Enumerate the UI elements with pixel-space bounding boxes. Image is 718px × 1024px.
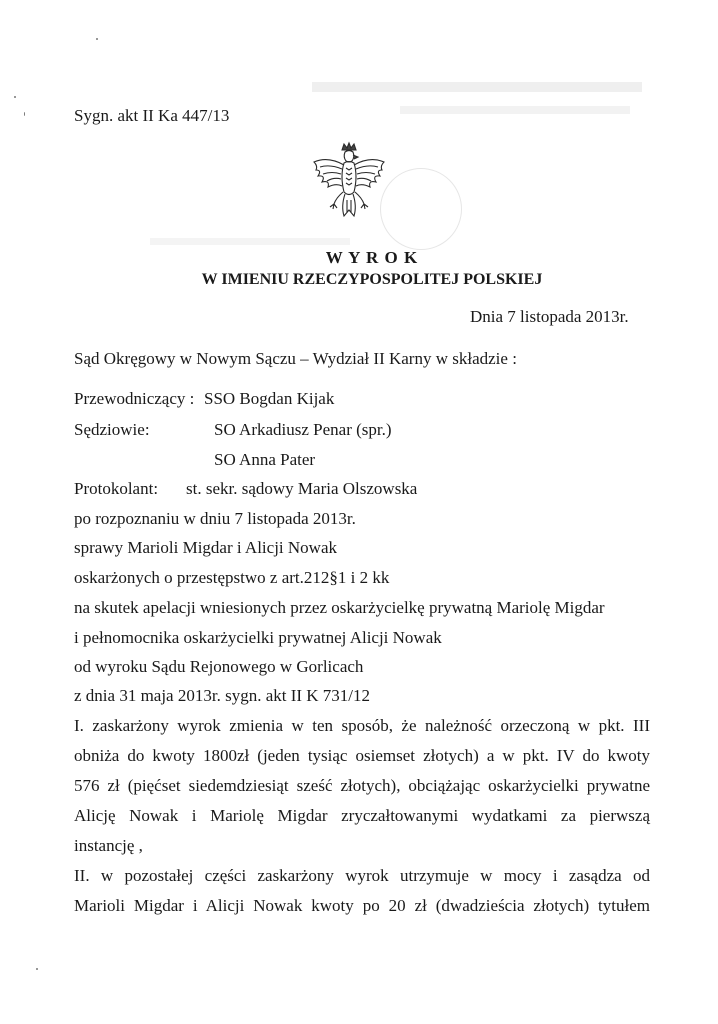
presiding-label: Przewodniczący : [74,389,195,408]
bleed-through-mark [312,82,642,92]
faint-stamp-ring [380,168,462,250]
body-line: na skutek apelacji wniesionych przez oskarżycielkę prywatną Mariolę Migdar [74,598,605,617]
judge-member: SO Anna Pater [214,450,316,469]
judges-label: Sędziowie: [74,420,150,439]
body-line: sprawy Marioli Migdar i Alicji Nowak [74,538,337,557]
document-subtitle: W IMIENIU RZECZYPOSPOLITEJ POLSKIEJ [201,271,543,288]
ruling-line: obniża do kwoty 1800zł (jeden tysiąc osiemset złotych) a w pkt. IV do kwoty [74,746,650,765]
speck [36,968,38,970]
bleed-through-mark [400,106,630,114]
ruling-line: Marioli Migdar i Alicji Nowak kwoty po 20 zł (dwadzieścia złotych) tytułem [74,896,650,915]
polish-eagle-emblem-icon [308,140,390,230]
ruling-line: instancję , [74,836,143,855]
speck [14,96,16,98]
body-line: po rozpoznaniu w dniu 7 listopada 2013r. [74,509,356,528]
ruling-line: I. zaskarżony wyrok zmienia w ten sposób, że należność orzeczoną w pkt. III [74,716,650,735]
ruling-line: Alicję Nowak i Mariolę Migdar zryczałtowanymi wydatkami za pierwszą [74,806,650,825]
case-reference: Sygn. akt II Ka 447/13 [74,106,230,125]
clerk-label: Protokolant: [74,479,159,498]
ruling-line: II. w pozostałej części zaskarżony wyrok utrzymuje w mocy i zasądza od [74,866,650,885]
body-line: z dnia 31 maja 2013r. sygn. akt II K 731/12 [74,686,371,705]
judge-member: SO Arkadiusz Penar (spr.) [214,420,392,439]
ruling-line: 576 zł (pięćset siedemdziesiąt sześć złotych), obciążając oskarżycielki prywatne [74,776,650,795]
body-line: od wyroku Sądu Rejonowego w Gorlicach [74,657,364,676]
speck [96,38,98,40]
judgment-date: Dnia 7 listopada 2013r. [470,307,629,326]
clerk-name: st. sekr. sądowy Maria Olszowska [186,479,418,498]
court-composition: Sąd Okręgowy w Nowym Sączu – Wydział II Karny w składzie : [74,349,517,368]
body-line: i pełnomocnika oskarżycielki prywatnej Alicji Nowak [74,628,442,647]
presiding-judge: SSO Bogdan Kijak [204,389,335,408]
speck [24,112,25,116]
document-title: W Y R O K [325,248,419,267]
body-line: oskarżonych o przestępstwo z art.212§1 i 2 kk [74,568,390,587]
bleed-through-mark [150,238,350,245]
